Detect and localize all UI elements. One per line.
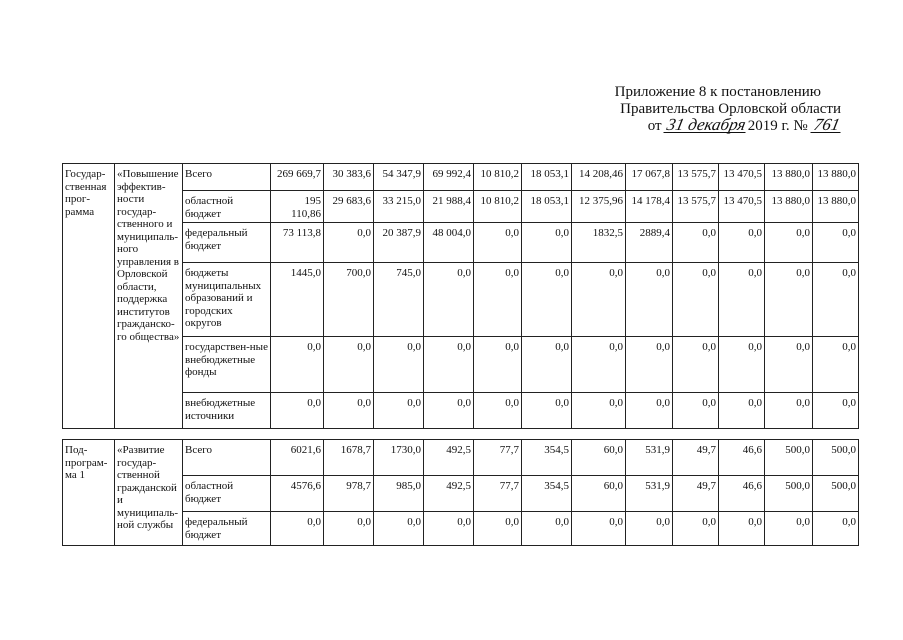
amount-cell: 0,0 xyxy=(271,337,324,393)
amount-cell: 0,0 xyxy=(719,337,765,393)
amount-cell: 2889,4 xyxy=(626,223,673,263)
amount-cell: 0,0 xyxy=(522,223,572,263)
amount-cell: 77,7 xyxy=(474,440,522,476)
amount-cell: 21 988,4 xyxy=(424,191,474,223)
amount-cell: 14 178,4 xyxy=(626,191,673,223)
amount-cell: 13 880,0 xyxy=(765,164,813,191)
amount-cell: 13 470,5 xyxy=(719,191,765,223)
amount-cell: 0,0 xyxy=(626,393,673,429)
amount-cell: 0,0 xyxy=(522,337,572,393)
spacer-cell xyxy=(63,429,859,440)
amount-cell: 13 880,0 xyxy=(765,191,813,223)
amount-cell: 1445,0 xyxy=(271,263,324,337)
amount-cell: 0,0 xyxy=(324,393,374,429)
funding-source: федеральный бюджет xyxy=(183,223,271,263)
amount-cell: 492,5 xyxy=(424,440,474,476)
amount-cell: 269 669,7 xyxy=(271,164,324,191)
amount-cell: 0,0 xyxy=(673,223,719,263)
funding-source: Всего xyxy=(183,440,271,476)
table-row xyxy=(63,512,859,546)
amount-cell: 1730,0 xyxy=(374,440,424,476)
amount-cell: 17 067,8 xyxy=(626,164,673,191)
amount-cell: 0,0 xyxy=(474,337,522,393)
amount-cell: 0,0 xyxy=(813,263,859,337)
amount-cell: 0,0 xyxy=(374,512,424,546)
block-spacer xyxy=(63,429,859,440)
amount-cell: 0,0 xyxy=(474,512,522,546)
amount-cell: 0,0 xyxy=(324,223,374,263)
amount-cell: 77,7 xyxy=(474,476,522,512)
amount-cell: 492,5 xyxy=(424,476,474,512)
amount-cell: 0,0 xyxy=(813,393,859,429)
amount-cell: 6021,6 xyxy=(271,440,324,476)
amount-cell: 13 880,0 xyxy=(813,164,859,191)
table-row xyxy=(63,191,859,223)
amount-cell: 0,0 xyxy=(572,512,626,546)
amount-cell: 0,0 xyxy=(374,337,424,393)
amount-cell: 14 208,46 xyxy=(572,164,626,191)
amount-cell: 10 810,2 xyxy=(474,191,522,223)
amount-cell: 4576,6 xyxy=(271,476,324,512)
program-kind: Под-програм-ма 1 xyxy=(63,440,115,546)
amount-cell: 500,0 xyxy=(813,476,859,512)
amount-cell: 0,0 xyxy=(572,337,626,393)
amount-cell: 0,0 xyxy=(424,337,474,393)
funding-source: областной бюджет xyxy=(183,191,271,223)
amount-cell: 0,0 xyxy=(271,393,324,429)
amount-cell: 0,0 xyxy=(626,337,673,393)
funding-source: бюджеты муниципальных образований и городских округов xyxy=(183,263,271,337)
amount-cell: 0,0 xyxy=(324,512,374,546)
amount-cell: 0,0 xyxy=(626,512,673,546)
amount-cell: 30 383,6 xyxy=(324,164,374,191)
amount-cell: 0,0 xyxy=(424,393,474,429)
table-row xyxy=(63,337,859,393)
amount-cell: 0,0 xyxy=(765,337,813,393)
amount-cell: 20 387,9 xyxy=(374,223,424,263)
amount-cell: 0,0 xyxy=(474,223,522,263)
amount-cell: 10 810,2 xyxy=(474,164,522,191)
budget-table xyxy=(62,163,859,546)
table-row xyxy=(63,476,859,512)
amount-cell: 0,0 xyxy=(813,512,859,546)
amount-cell: 0,0 xyxy=(271,512,324,546)
amount-cell: 12 375,96 xyxy=(572,191,626,223)
amount-cell: 49,7 xyxy=(673,476,719,512)
header-year: 2019 г. № xyxy=(747,118,808,134)
table-row xyxy=(63,393,859,429)
amount-cell: 531,9 xyxy=(626,440,673,476)
amount-cell: 0,0 xyxy=(719,263,765,337)
amount-cell: 745,0 xyxy=(374,263,424,337)
amount-cell: 48 004,0 xyxy=(424,223,474,263)
amount-cell: 0,0 xyxy=(673,337,719,393)
amount-cell: 1832,5 xyxy=(572,223,626,263)
amount-cell: 0,0 xyxy=(719,393,765,429)
amount-cell: 0,0 xyxy=(765,393,813,429)
funding-source: областной бюджет xyxy=(183,476,271,512)
header-line-2: Правительства Орловской области xyxy=(620,101,841,117)
amount-cell: 69 992,4 xyxy=(424,164,474,191)
funding-source: государствен-ные внебюджетные фонды xyxy=(183,337,271,393)
amount-cell: 0,0 xyxy=(474,393,522,429)
amount-cell: 0,0 xyxy=(765,512,813,546)
header-line-1: Приложение 8 к постановлению xyxy=(614,84,821,100)
amount-cell: 978,7 xyxy=(324,476,374,512)
amount-cell: 0,0 xyxy=(324,337,374,393)
amount-cell: 60,0 xyxy=(572,476,626,512)
amount-cell: 54 347,9 xyxy=(374,164,424,191)
amount-cell: 0,0 xyxy=(572,263,626,337)
amount-cell: 0,0 xyxy=(765,263,813,337)
amount-cell: 0,0 xyxy=(813,223,859,263)
amount-cell: 13 575,7 xyxy=(673,164,719,191)
amount-cell: 500,0 xyxy=(765,476,813,512)
amount-cell: 0,0 xyxy=(424,512,474,546)
header-prefix: от xyxy=(647,118,662,134)
amount-cell: 73 113,8 xyxy=(271,223,324,263)
table-row xyxy=(63,164,859,191)
table-row xyxy=(63,440,859,476)
amount-cell: 13 575,7 xyxy=(673,191,719,223)
amount-cell: 13 880,0 xyxy=(813,191,859,223)
amount-cell: 0,0 xyxy=(474,263,522,337)
amount-cell: 0,0 xyxy=(813,337,859,393)
amount-cell: 0,0 xyxy=(673,512,719,546)
program-title: «Развитие государ-ственной гражданской и муниципаль-ной службы xyxy=(115,440,183,546)
amount-cell: 18 053,1 xyxy=(522,164,572,191)
amount-cell: 0,0 xyxy=(374,393,424,429)
amount-cell: 49,7 xyxy=(673,440,719,476)
amount-cell: 354,5 xyxy=(522,476,572,512)
amount-cell: 0,0 xyxy=(765,223,813,263)
amount-cell: 500,0 xyxy=(765,440,813,476)
amount-cell: 29 683,6 xyxy=(324,191,374,223)
amount-cell: 0,0 xyxy=(719,223,765,263)
amount-cell: 354,5 xyxy=(522,440,572,476)
program-title: «Повышение эффектив-ности государ-ственного и муниципаль-ного управления в Орловской области, поддержка институтов гражданско-го общества» xyxy=(115,164,183,429)
table-row xyxy=(63,263,859,337)
handwritten-number: 761 xyxy=(811,115,842,134)
amount-cell: 46,6 xyxy=(719,440,765,476)
amount-cell: 985,0 xyxy=(374,476,424,512)
funding-source: федеральный бюджет xyxy=(183,512,271,546)
funding-source: внебюджетные источники xyxy=(183,393,271,429)
amount-cell: 0,0 xyxy=(673,263,719,337)
table-row xyxy=(63,223,859,263)
amount-cell: 195 110,86 xyxy=(271,191,324,223)
amount-cell: 0,0 xyxy=(673,393,719,429)
funding-source: Всего xyxy=(183,164,271,191)
amount-cell: 700,0 xyxy=(324,263,374,337)
document-header xyxy=(615,84,841,135)
amount-cell: 531,9 xyxy=(626,476,673,512)
amount-cell: 0,0 xyxy=(626,263,673,337)
handwritten-date: 31 декабря xyxy=(665,115,748,134)
amount-cell: 0,0 xyxy=(424,263,474,337)
amount-cell: 0,0 xyxy=(719,512,765,546)
program-kind: Государ-ственная прог-рамма xyxy=(63,164,115,429)
amount-cell: 0,0 xyxy=(522,512,572,546)
amount-cell: 13 470,5 xyxy=(719,164,765,191)
amount-cell: 1678,7 xyxy=(324,440,374,476)
amount-cell: 46,6 xyxy=(719,476,765,512)
amount-cell: 60,0 xyxy=(572,440,626,476)
amount-cell: 500,0 xyxy=(813,440,859,476)
amount-cell: 0,0 xyxy=(572,393,626,429)
header-line-3 xyxy=(647,115,842,135)
amount-cell: 0,0 xyxy=(522,393,572,429)
amount-cell: 0,0 xyxy=(522,263,572,337)
amount-cell: 33 215,0 xyxy=(374,191,424,223)
amount-cell: 18 053,1 xyxy=(522,191,572,223)
